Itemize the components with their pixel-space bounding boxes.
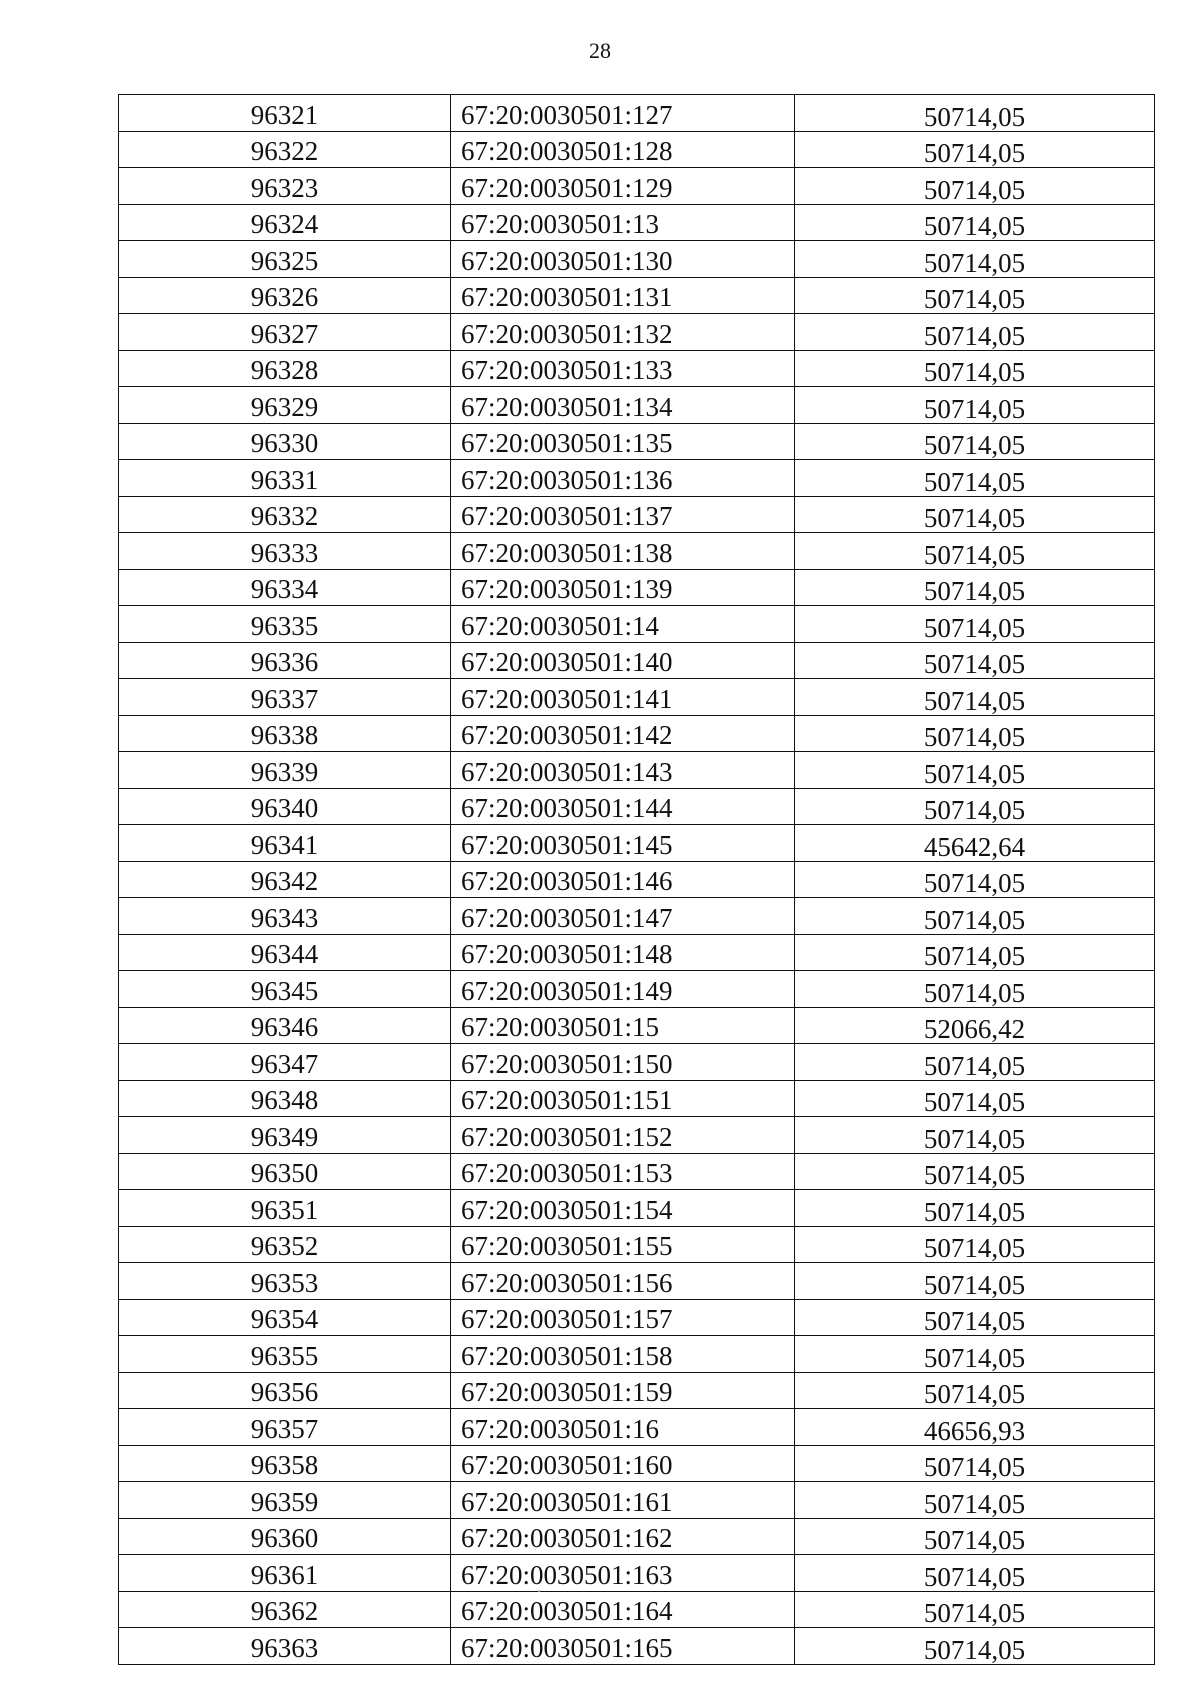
table-row — [119, 241, 1155, 278]
cadastral-number-cell: 67:20:0030501:16 — [451, 1409, 795, 1446]
value-cell: 50714,05 — [795, 1628, 1155, 1665]
value-cell: 50714,05 — [795, 314, 1155, 351]
row-number-cell: 96342 — [119, 861, 451, 898]
row-number-cell: 96350 — [119, 1153, 451, 1190]
value-cell: 50714,05 — [795, 1299, 1155, 1336]
value-cell: 50714,05 — [795, 1190, 1155, 1227]
table-row — [119, 1555, 1155, 1592]
row-number-cell: 96324 — [119, 204, 451, 241]
value-cell: 50714,05 — [795, 788, 1155, 825]
cadastral-number-cell: 67:20:0030501:148 — [451, 934, 795, 971]
row-number-cell: 96358 — [119, 1445, 451, 1482]
row-number-cell: 96337 — [119, 679, 451, 716]
table-row — [119, 496, 1155, 533]
cadastral-number-cell: 67:20:0030501:163 — [451, 1555, 795, 1592]
cadastral-number-cell: 67:20:0030501:130 — [451, 241, 795, 278]
cadastral-number-cell: 67:20:0030501:132 — [451, 314, 795, 351]
value-cell: 50714,05 — [795, 204, 1155, 241]
cadastral-number-cell: 67:20:0030501:140 — [451, 642, 795, 679]
value-cell: 50714,05 — [795, 277, 1155, 314]
table-row — [119, 95, 1155, 132]
value-cell: 50714,05 — [795, 1372, 1155, 1409]
row-number-cell: 96327 — [119, 314, 451, 351]
row-number-cell: 96362 — [119, 1591, 451, 1628]
value-cell: 50714,05 — [795, 971, 1155, 1008]
cadastral-number-cell: 67:20:0030501:137 — [451, 496, 795, 533]
table-row — [119, 1409, 1155, 1446]
cadastral-number-cell: 67:20:0030501:143 — [451, 752, 795, 789]
row-number-cell: 96352 — [119, 1226, 451, 1263]
row-number-cell: 96349 — [119, 1117, 451, 1154]
table-row — [119, 861, 1155, 898]
row-number-cell: 96363 — [119, 1628, 451, 1665]
table-row — [119, 1628, 1155, 1665]
table-row — [119, 1299, 1155, 1336]
cadastral-number-cell: 67:20:0030501:155 — [451, 1226, 795, 1263]
cadastral-number-cell: 67:20:0030501:164 — [451, 1591, 795, 1628]
value-cell: 50714,05 — [795, 1263, 1155, 1300]
value-cell: 50714,05 — [795, 1080, 1155, 1117]
value-cell: 50714,05 — [795, 1591, 1155, 1628]
cadastral-number-cell: 67:20:0030501:141 — [451, 679, 795, 716]
cadastral-number-cell: 67:20:0030501:150 — [451, 1044, 795, 1081]
value-cell: 50714,05 — [795, 496, 1155, 533]
cadastral-number-cell: 67:20:0030501:157 — [451, 1299, 795, 1336]
row-number-cell: 96338 — [119, 715, 451, 752]
cadastral-number-cell: 67:20:0030501:128 — [451, 131, 795, 168]
cadastral-number-cell: 67:20:0030501:162 — [451, 1518, 795, 1555]
cadastral-number-cell: 67:20:0030501:138 — [451, 533, 795, 570]
cadastral-number-cell: 67:20:0030501:146 — [451, 861, 795, 898]
row-number-cell: 96354 — [119, 1299, 451, 1336]
cadastral-number-cell: 67:20:0030501:145 — [451, 825, 795, 862]
table-row — [119, 1153, 1155, 1190]
page-number: 28 — [589, 38, 611, 63]
cadastral-number-cell: 67:20:0030501:15 — [451, 1007, 795, 1044]
row-number-cell: 96335 — [119, 606, 451, 643]
table-row — [119, 934, 1155, 971]
value-cell: 50714,05 — [795, 168, 1155, 205]
cadastral-number-cell: 67:20:0030501:13 — [451, 204, 795, 241]
row-number-cell: 96361 — [119, 1555, 451, 1592]
value-cell: 50714,05 — [795, 1117, 1155, 1154]
value-cell: 50714,05 — [795, 752, 1155, 789]
table-row — [119, 1007, 1155, 1044]
row-number-cell: 96341 — [119, 825, 451, 862]
value-cell: 50714,05 — [795, 1518, 1155, 1555]
table-row — [119, 679, 1155, 716]
value-cell: 50714,05 — [795, 861, 1155, 898]
cadastral-number-cell: 67:20:0030501:147 — [451, 898, 795, 935]
table-row — [119, 1372, 1155, 1409]
cadastral-number-cell: 67:20:0030501:135 — [451, 423, 795, 460]
value-cell: 46656,93 — [795, 1409, 1155, 1446]
scan-speck — [538, 1590, 540, 1592]
row-number-cell: 96333 — [119, 533, 451, 570]
row-number-cell: 96346 — [119, 1007, 451, 1044]
row-number-cell: 96353 — [119, 1263, 451, 1300]
row-number-cell: 96343 — [119, 898, 451, 935]
cadastral-number-cell: 67:20:0030501:154 — [451, 1190, 795, 1227]
cadastral-number-cell: 67:20:0030501:133 — [451, 350, 795, 387]
value-cell: 50714,05 — [795, 1482, 1155, 1519]
cadastral-number-cell: 67:20:0030501:153 — [451, 1153, 795, 1190]
row-number-cell: 96339 — [119, 752, 451, 789]
row-number-cell: 96331 — [119, 460, 451, 497]
table-row — [119, 825, 1155, 862]
value-cell: 50714,05 — [795, 241, 1155, 278]
row-number-cell: 96347 — [119, 1044, 451, 1081]
row-number-cell: 96359 — [119, 1482, 451, 1519]
row-number-cell: 96344 — [119, 934, 451, 971]
row-number-cell: 96329 — [119, 387, 451, 424]
table-row — [119, 277, 1155, 314]
cadastral-number-cell: 67:20:0030501:134 — [451, 387, 795, 424]
cadastral-number-cell: 67:20:0030501:14 — [451, 606, 795, 643]
cadastral-number-cell: 67:20:0030501:152 — [451, 1117, 795, 1154]
value-cell: 50714,05 — [795, 606, 1155, 643]
table-row — [119, 1591, 1155, 1628]
value-cell: 50714,05 — [795, 1555, 1155, 1592]
value-cell: 50714,05 — [795, 95, 1155, 132]
row-number-cell: 96334 — [119, 569, 451, 606]
row-number-cell: 96357 — [119, 1409, 451, 1446]
table-row — [119, 1263, 1155, 1300]
table-row — [119, 1336, 1155, 1373]
row-number-cell: 96340 — [119, 788, 451, 825]
table-row — [119, 168, 1155, 205]
value-cell: 50714,05 — [795, 1044, 1155, 1081]
table-row — [119, 898, 1155, 935]
table-row — [119, 204, 1155, 241]
table-row — [119, 460, 1155, 497]
row-number-cell: 96355 — [119, 1336, 451, 1373]
table-row — [119, 715, 1155, 752]
value-cell: 50714,05 — [795, 1336, 1155, 1373]
cadastral-number-cell: 67:20:0030501:158 — [451, 1336, 795, 1373]
value-cell: 50714,05 — [795, 679, 1155, 716]
row-number-cell: 96322 — [119, 131, 451, 168]
value-cell: 50714,05 — [795, 1445, 1155, 1482]
table-row — [119, 1190, 1155, 1227]
table-row — [119, 788, 1155, 825]
cadastral-number-cell: 67:20:0030501:131 — [451, 277, 795, 314]
value-cell: 50714,05 — [795, 387, 1155, 424]
value-cell: 50714,05 — [795, 898, 1155, 935]
table-row — [119, 1482, 1155, 1519]
table-row — [119, 533, 1155, 570]
table-row — [119, 569, 1155, 606]
table-row — [119, 1445, 1155, 1482]
row-number-cell: 96326 — [119, 277, 451, 314]
value-cell: 50714,05 — [795, 131, 1155, 168]
cadastral-number-cell: 67:20:0030501:144 — [451, 788, 795, 825]
cadastral-number-cell: 67:20:0030501:136 — [451, 460, 795, 497]
row-number-cell: 96336 — [119, 642, 451, 679]
row-number-cell: 96328 — [119, 350, 451, 387]
value-cell: 52066,42 — [795, 1007, 1155, 1044]
cadastral-number-cell: 67:20:0030501:156 — [451, 1263, 795, 1300]
table-row — [119, 1226, 1155, 1263]
value-cell: 45642,64 — [795, 825, 1155, 862]
row-number-cell: 96321 — [119, 95, 451, 132]
value-cell: 50714,05 — [795, 1226, 1155, 1263]
row-number-cell: 96351 — [119, 1190, 451, 1227]
table-row — [119, 350, 1155, 387]
value-cell: 50714,05 — [795, 460, 1155, 497]
cadastral-number-cell: 67:20:0030501:139 — [451, 569, 795, 606]
value-cell: 50714,05 — [795, 715, 1155, 752]
table-row — [119, 606, 1155, 643]
cadastral-number-cell: 67:20:0030501:129 — [451, 168, 795, 205]
value-cell: 50714,05 — [795, 642, 1155, 679]
cadastral-number-cell: 67:20:0030501:149 — [451, 971, 795, 1008]
table-row — [119, 1080, 1155, 1117]
table-row — [119, 971, 1155, 1008]
cadastral-number-cell: 67:20:0030501:159 — [451, 1372, 795, 1409]
cadastral-number-cell: 67:20:0030501:127 — [451, 95, 795, 132]
row-number-cell: 96325 — [119, 241, 451, 278]
value-cell: 50714,05 — [795, 423, 1155, 460]
value-cell: 50714,05 — [795, 934, 1155, 971]
table-row — [119, 314, 1155, 351]
table-row — [119, 387, 1155, 424]
cadastral-number-cell: 67:20:0030501:142 — [451, 715, 795, 752]
row-number-cell: 96332 — [119, 496, 451, 533]
table-row — [119, 131, 1155, 168]
cadastral-number-cell: 67:20:0030501:161 — [451, 1482, 795, 1519]
row-number-cell: 96345 — [119, 971, 451, 1008]
cadastral-table-container — [118, 94, 1154, 1665]
row-number-cell: 96323 — [119, 168, 451, 205]
row-number-cell: 96356 — [119, 1372, 451, 1409]
table-row — [119, 752, 1155, 789]
row-number-cell: 96330 — [119, 423, 451, 460]
value-cell: 50714,05 — [795, 1153, 1155, 1190]
table-row — [119, 423, 1155, 460]
cadastral-number-cell: 67:20:0030501:151 — [451, 1080, 795, 1117]
value-cell: 50714,05 — [795, 350, 1155, 387]
value-cell: 50714,05 — [795, 533, 1155, 570]
table-body — [119, 95, 1155, 1665]
table-row — [119, 1117, 1155, 1154]
table-row — [119, 642, 1155, 679]
cadastral-table — [118, 94, 1155, 1665]
cadastral-number-cell: 67:20:0030501:160 — [451, 1445, 795, 1482]
row-number-cell: 96348 — [119, 1080, 451, 1117]
value-cell: 50714,05 — [795, 569, 1155, 606]
cadastral-number-cell: 67:20:0030501:165 — [451, 1628, 795, 1665]
row-number-cell: 96360 — [119, 1518, 451, 1555]
table-row — [119, 1044, 1155, 1081]
table-row — [119, 1518, 1155, 1555]
